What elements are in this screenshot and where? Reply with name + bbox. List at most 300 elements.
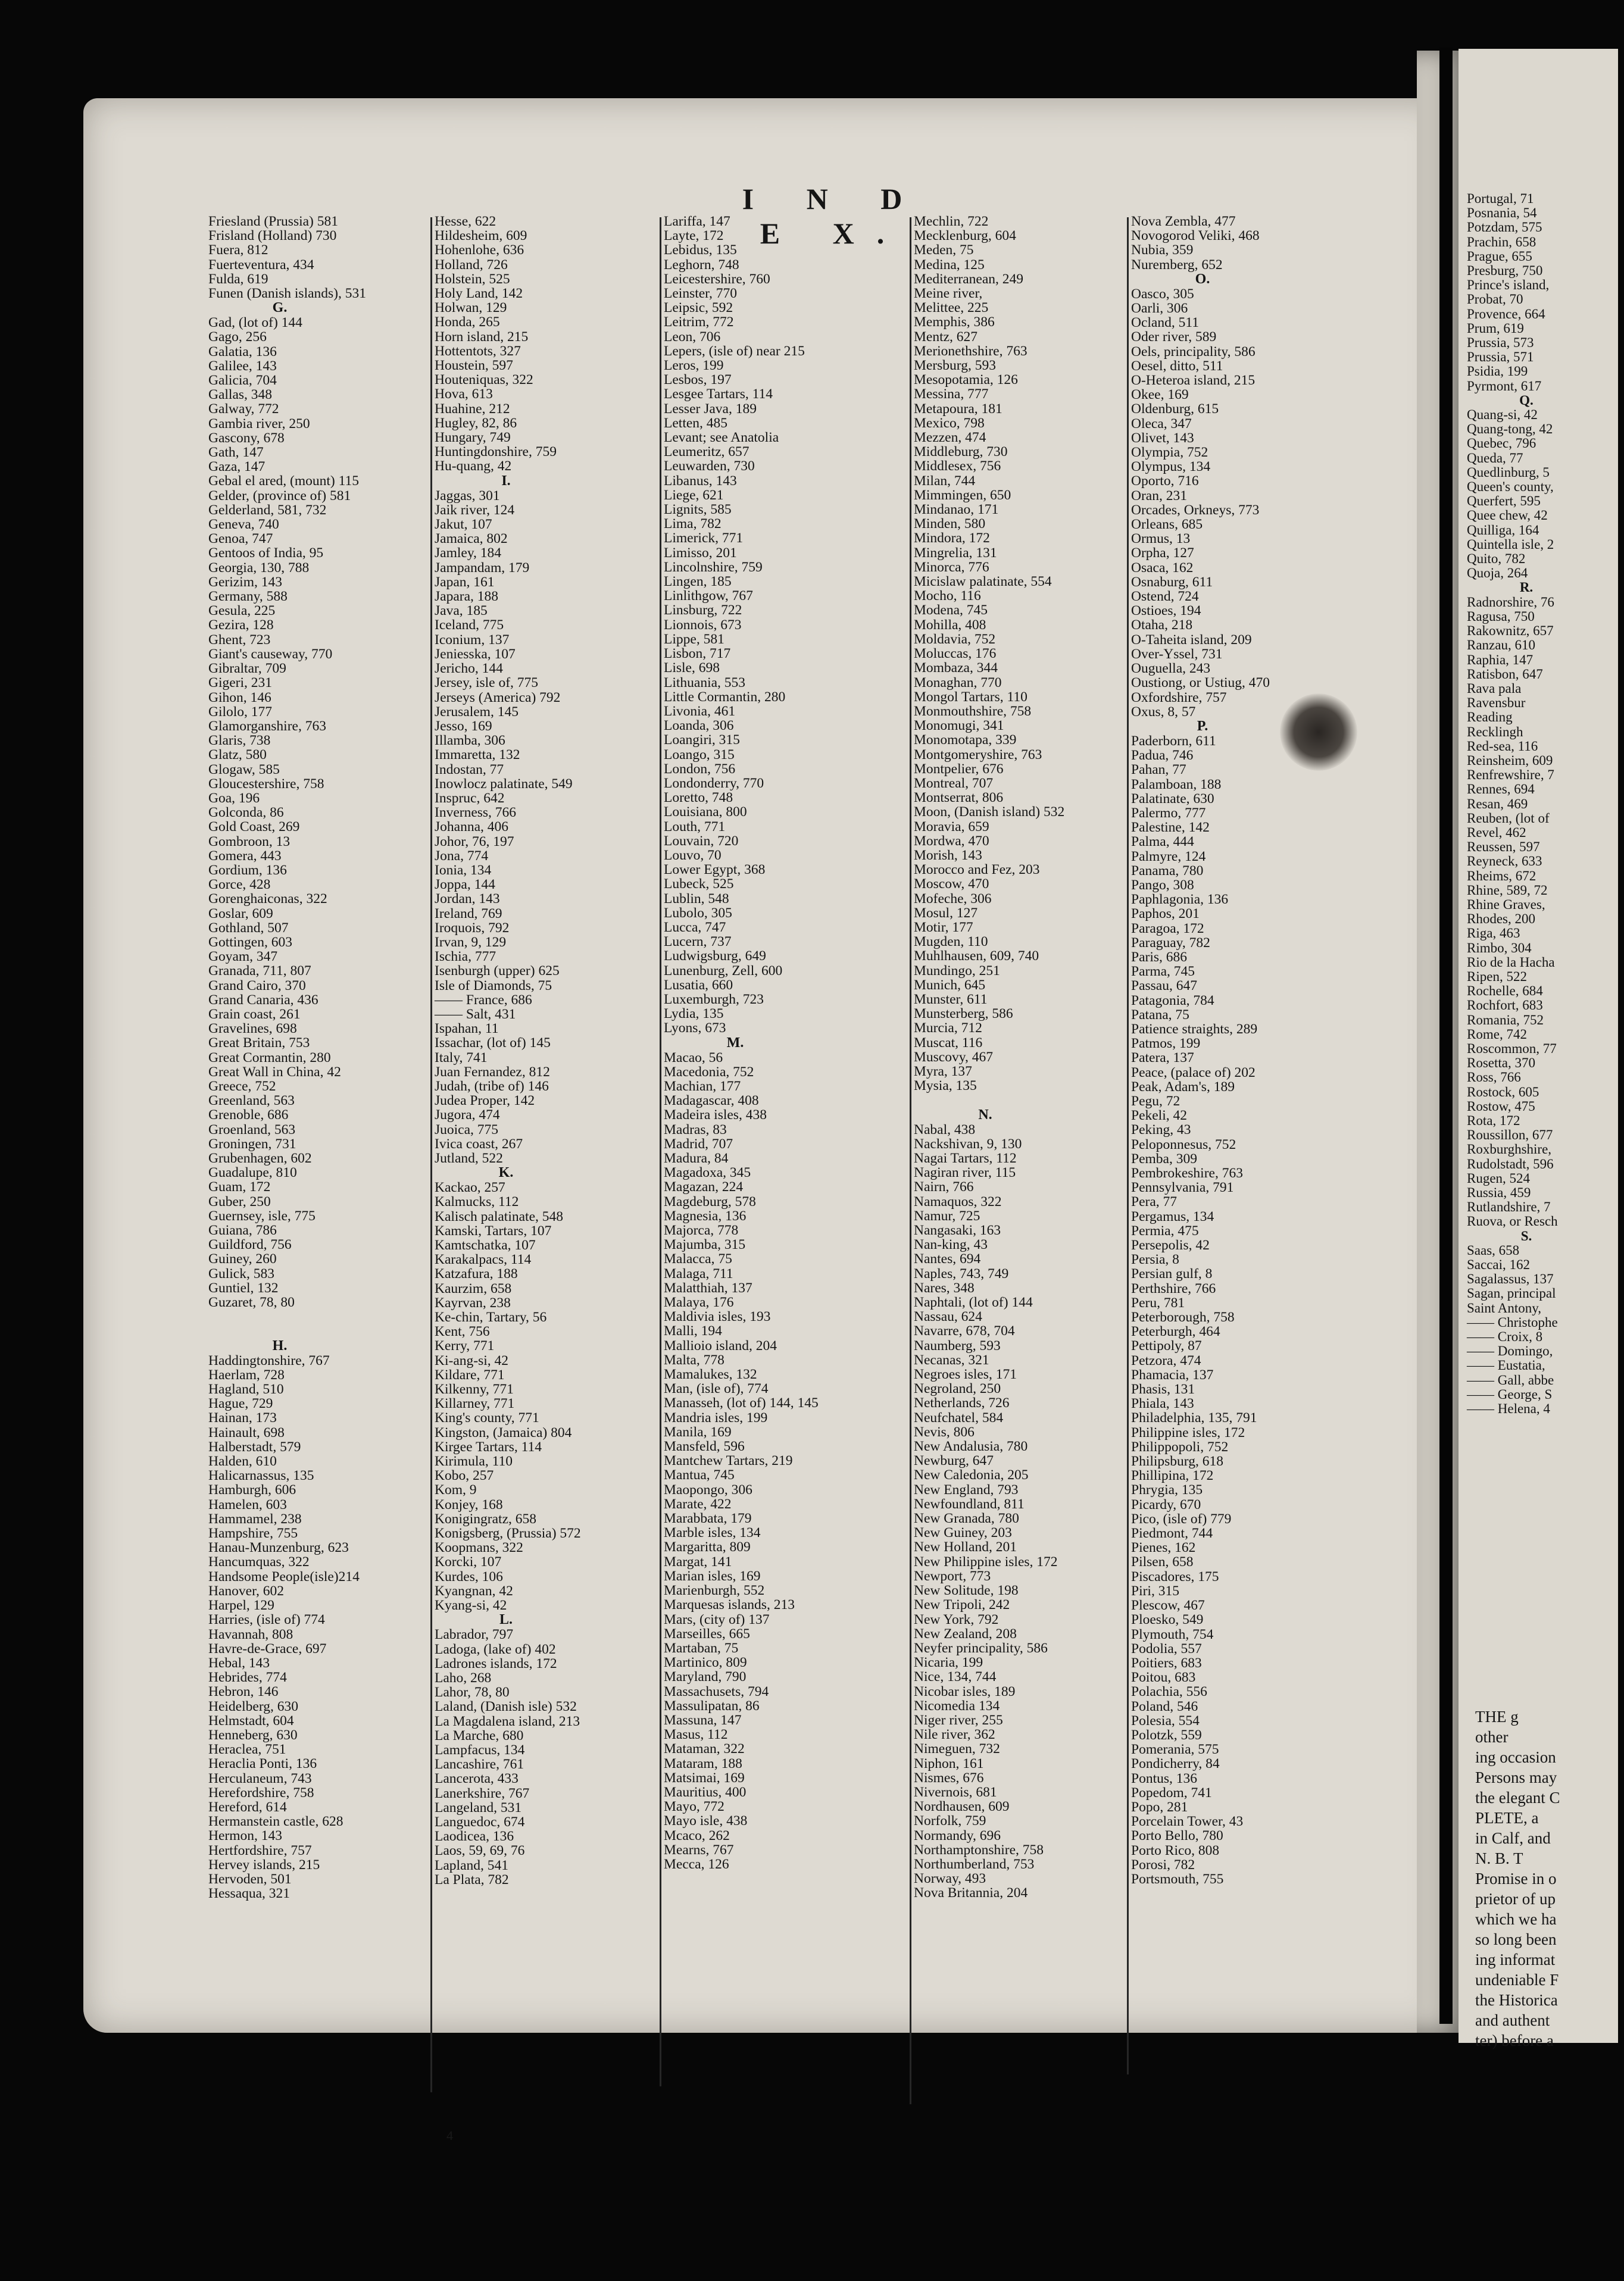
- index-entry: Rhodes, 200: [1467, 911, 1535, 927]
- index-entry: Gascony, 678: [208, 430, 285, 446]
- index-entry: Magazan, 224: [664, 1179, 744, 1195]
- index-entry: Mysia, 135: [914, 1078, 977, 1094]
- index-entry: Milan, 744: [914, 473, 976, 489]
- index-entry: Ireland, 769: [435, 905, 502, 921]
- index-entry: Hova, 613: [435, 386, 493, 402]
- index-entry: Majumba, 315: [664, 1237, 746, 1253]
- index-entry: Neufchatel, 584: [914, 1410, 1004, 1426]
- index-entry: Jakut, 107: [435, 517, 492, 533]
- index-entry: Loangiri, 315: [664, 732, 740, 748]
- index-entry: Man, (isle of), 774: [664, 1381, 769, 1397]
- index-entry: Laos, 59, 69, 76: [435, 1843, 525, 1859]
- index-entry: Middleburg, 730: [914, 444, 1008, 460]
- index-entry: Otaha, 218: [1131, 617, 1193, 633]
- index-entry: Padua, 746: [1131, 748, 1194, 764]
- index-entry: Rhine Graves,: [1467, 896, 1545, 912]
- index-entry: Oesel, ditto, 511: [1131, 358, 1223, 374]
- index-entry: Georgia, 130, 788: [208, 560, 310, 576]
- index-entry: Kobo, 257: [435, 1468, 494, 1484]
- index-entry: Lubolo, 305: [664, 905, 732, 921]
- index-entry: Olympia, 752: [1131, 445, 1208, 461]
- index-entry: Nova Zembla, 477: [1131, 214, 1236, 229]
- index-entry: Lancashire, 761: [435, 1757, 524, 1773]
- index-entry: Rostow, 475: [1467, 1098, 1535, 1114]
- index-entry: Holwan, 129: [435, 300, 507, 316]
- index-entry: Philadelphia, 135, 791: [1131, 1410, 1257, 1426]
- index-entry: —— George, S: [1467, 1386, 1553, 1402]
- index-entry: Lignits, 585: [664, 502, 732, 518]
- index-entry: Nairn, 766: [914, 1179, 974, 1195]
- index-entry: Ruova, or Resch: [1467, 1214, 1558, 1229]
- index-entry: Iceland, 775: [435, 617, 504, 633]
- index-entry: Mataram, 188: [664, 1755, 742, 1771]
- index-entry: Pegu, 72: [1131, 1093, 1180, 1109]
- index-entry: Munster, 611: [914, 991, 988, 1007]
- index-entry: Norway, 493: [914, 1871, 986, 1887]
- index-entry: Havre-de-Grace, 697: [208, 1641, 327, 1657]
- index-entry: Italy, 741: [435, 1049, 488, 1065]
- index-entry: Greenland, 563: [208, 1093, 295, 1109]
- index-entry: Letten, 485: [664, 415, 728, 431]
- index-entry: Monmouthshire, 758: [914, 703, 1032, 719]
- index-entry: Muscovy, 467: [914, 1049, 993, 1065]
- index-entry: Rimbo, 304: [1467, 940, 1532, 955]
- index-entry: Pyrmont, 617: [1467, 378, 1542, 393]
- index-letter-heading: G.: [272, 300, 288, 316]
- index-entry: Gomera, 443: [208, 848, 282, 864]
- index-entry: Montreal, 707: [914, 775, 994, 791]
- index-entry: Potzdam, 575: [1467, 220, 1542, 235]
- index-entry: Pahan, 77: [1131, 762, 1186, 778]
- index-entry: Hugley, 82, 86: [435, 415, 517, 431]
- index-entry: Nassau, 624: [914, 1309, 982, 1325]
- index-entry: Mamalukes, 132: [664, 1367, 757, 1383]
- index-entry: Romania, 752: [1467, 1012, 1544, 1027]
- index-entry: Nismes, 676: [914, 1770, 984, 1786]
- index-entry: Lippe, 581: [664, 631, 724, 647]
- index-entry: Monaghan, 770: [914, 674, 1002, 690]
- index-entry: Madras, 83: [664, 1121, 727, 1138]
- index-entry: Rio de la Hacha: [1467, 954, 1555, 970]
- index-entry: Ludwigsburg, 649: [664, 948, 766, 964]
- index-entry: Iroquois, 792: [435, 920, 510, 936]
- index-entry: Moscow, 470: [914, 876, 989, 892]
- index-entry: Maryland, 790: [664, 1669, 747, 1685]
- ink-stain: [1280, 693, 1357, 771]
- index-entry: Mosul, 127: [914, 905, 978, 921]
- index-entry: Persia, 8: [1131, 1252, 1179, 1268]
- index-letter-heading: L.: [499, 1612, 513, 1628]
- index-entry: Pondicherry, 84: [1131, 1756, 1220, 1772]
- index-entry: Meden, 75: [914, 242, 974, 258]
- index-entry: Muhlhausen, 609, 740: [914, 948, 1039, 964]
- index-entry: Ladrones islands, 172: [435, 1655, 557, 1671]
- index-entry: Piri, 315: [1131, 1583, 1179, 1599]
- index-entry: Laland, (Danish isle) 532: [435, 1699, 577, 1715]
- index-entry: Reinsheim, 609: [1467, 752, 1553, 768]
- index-entry: New York, 792: [914, 1611, 999, 1627]
- index-entry: Palermo, 777: [1131, 805, 1206, 821]
- index-entry: Saas, 658: [1467, 1242, 1520, 1258]
- index-entry: Hebron, 146: [208, 1684, 279, 1700]
- index-entry: Perthshire, 766: [1131, 1280, 1216, 1296]
- index-entry: Helmstadt, 604: [208, 1713, 294, 1729]
- index-entry: Pomerania, 575: [1131, 1742, 1219, 1758]
- index-entry: Saint Antony,: [1467, 1300, 1542, 1316]
- index-entry: Kilkenny, 771: [435, 1382, 514, 1398]
- index-entry: Heraclea, 751: [208, 1742, 286, 1758]
- index-entry: Pembrokeshire, 763: [1131, 1166, 1243, 1181]
- index-entry: Normandy, 696: [914, 1827, 1001, 1843]
- index-entry: Oxus, 8, 57: [1131, 704, 1196, 720]
- index-entry: Gaza, 147: [208, 459, 266, 475]
- index-entry: New England, 793: [914, 1482, 1019, 1498]
- index-entry: Rhine, 589, 72: [1467, 882, 1548, 898]
- index-entry: Passau, 647: [1131, 978, 1197, 994]
- index-entry: Lancerota, 433: [435, 1771, 519, 1787]
- column-rule: [910, 217, 911, 2104]
- index-entry: Panama, 780: [1131, 863, 1204, 879]
- index-entry: Marseilles, 665: [664, 1626, 750, 1642]
- index-entry: Hervey islands, 215: [208, 1857, 320, 1873]
- index-entry: Rochelle, 684: [1467, 983, 1543, 999]
- index-entry: Grubenhagen, 602: [208, 1151, 312, 1166]
- index-entry: Gibraltar, 709: [208, 661, 286, 677]
- index-entry: Mars, (city of) 137: [664, 1611, 770, 1627]
- index-entry: —— Gall, abbe: [1467, 1372, 1554, 1388]
- index-entry: Leitrim, 772: [664, 314, 734, 330]
- index-entry: Galicia, 704: [208, 373, 277, 389]
- index-entry: Grenoble, 686: [208, 1107, 289, 1123]
- index-entry: Hottentots, 327: [435, 343, 521, 359]
- prose-line: THE g: [1475, 1708, 1519, 1726]
- index-entry: Philippine isles, 172: [1131, 1424, 1245, 1441]
- index-entry: Honda, 265: [435, 314, 500, 330]
- index-entry: Ratisbon, 647: [1467, 666, 1543, 682]
- index-entry: Olivet, 143: [1131, 430, 1194, 446]
- index-entry: Kingston, (Jamaica) 804: [435, 1424, 572, 1441]
- index-entry: Oder river, 589: [1131, 329, 1217, 345]
- index-entry: Madura, 84: [664, 1151, 729, 1166]
- index-entry: Northamptonshire, 758: [914, 1842, 1044, 1858]
- index-entry: Ranzau, 610: [1467, 638, 1535, 653]
- index-entry: Poland, 546: [1131, 1698, 1198, 1714]
- index-entry: Namaquos, 322: [914, 1193, 1002, 1210]
- index-entry: Patience straights, 289: [1131, 1021, 1258, 1037]
- index-entry: Lydia, 135: [664, 1006, 724, 1022]
- index-entry: Monomugi, 341: [914, 718, 1004, 734]
- index-entry: Jamaica, 802: [435, 531, 508, 547]
- index-entry: Hesse, 622: [435, 214, 496, 229]
- index-entry: Nubia, 359: [1131, 242, 1194, 258]
- index-entry: Handsome People(isle)214: [208, 1568, 360, 1585]
- index-entry: Resan, 469: [1467, 796, 1528, 811]
- index-entry: Goslar, 609: [208, 905, 273, 921]
- index-entry: Necanas, 321: [914, 1352, 989, 1368]
- index-entry: Loanda, 306: [664, 718, 734, 734]
- index-entry: Manila, 169: [664, 1424, 732, 1440]
- index-entry: Riga, 463: [1467, 926, 1520, 941]
- index-entry: Harpel, 129: [208, 1598, 274, 1614]
- index-entry: Malacca, 75: [664, 1251, 732, 1267]
- index-entry: Joppa, 144: [435, 877, 495, 893]
- index-entry: Lima, 782: [664, 516, 722, 532]
- index-entry: Gottingen, 603: [208, 934, 292, 950]
- index-entry: Heidelberg, 630: [208, 1698, 298, 1714]
- index-entry: Horn island, 215: [435, 329, 529, 345]
- index-entry: Oldenburg, 615: [1131, 401, 1219, 417]
- index-entry: Munsterberg, 586: [914, 1006, 1013, 1022]
- index-entry: Marquesas islands, 213: [664, 1597, 795, 1613]
- index-entry: Reading: [1467, 710, 1513, 725]
- index-entry: Kirimula, 110: [435, 1454, 513, 1470]
- index-entry: Jutland, 522: [435, 1151, 503, 1166]
- index-entry: Madagascar, 408: [664, 1093, 759, 1109]
- book-spine: [1439, 48, 1453, 2024]
- index-entry: Paris, 686: [1131, 949, 1187, 965]
- index-entry: Prussia, 573: [1467, 335, 1534, 351]
- index-entry: Malatthiah, 137: [664, 1280, 752, 1296]
- index-entry: Funen (Danish islands), 531: [208, 286, 367, 302]
- index-entry: Huntingdonshire, 759: [435, 444, 557, 460]
- index-entry: Layte, 172: [664, 228, 724, 244]
- index-entry: Masus, 112: [664, 1727, 728, 1743]
- index-entry: Gorce, 428: [208, 877, 271, 893]
- index-entry: Ostend, 724: [1131, 589, 1199, 605]
- index-entry: Leumeritz, 657: [664, 444, 749, 460]
- index-entry: Glogaw, 585: [208, 761, 280, 777]
- index-entry: Guadalupe, 810: [208, 1165, 297, 1181]
- index-entry: King's county, 771: [435, 1410, 539, 1426]
- index-entry: Mayo, 772: [664, 1799, 724, 1815]
- index-entry: Persian gulf, 8: [1131, 1266, 1213, 1282]
- index-entry: Leros, 199: [664, 358, 724, 374]
- index-entry: Nimeguen, 732: [914, 1741, 1000, 1757]
- index-entry: Holstein, 525: [435, 271, 510, 287]
- index-entry: Namur, 725: [914, 1208, 980, 1224]
- index-entry: Luxemburgh, 723: [664, 991, 764, 1007]
- index-entry: —— Domingo,: [1467, 1343, 1553, 1359]
- index-entry: Kackao, 257: [435, 1180, 505, 1196]
- index-entry: Hungary, 749: [435, 430, 511, 446]
- index-entry: Montgomeryshire, 763: [914, 746, 1042, 763]
- index-entry: Fulda, 619: [208, 271, 268, 287]
- index-entry: Queda, 77: [1467, 450, 1523, 465]
- index-entry: New Guiney, 203: [914, 1525, 1012, 1541]
- index-entry: Hebal, 143: [208, 1655, 270, 1671]
- index-entry: Inspruc, 642: [435, 790, 505, 806]
- index-entry: Mongol Tartars, 110: [914, 689, 1028, 705]
- index-entry: Nicobar isles, 189: [914, 1683, 1016, 1699]
- index-entry: Houteniquas, 322: [435, 372, 533, 388]
- index-entry: Oporto, 716: [1131, 473, 1199, 489]
- index-entry: Naumberg, 593: [914, 1338, 1001, 1354]
- index-entry: Peak, Adam's, 189: [1131, 1079, 1235, 1095]
- index-entry: Killarney, 771: [435, 1396, 515, 1412]
- index-entry: Mindanao, 171: [914, 502, 999, 518]
- prose-line: the Historica: [1475, 1991, 1558, 2009]
- index-entry: Moon, (Danish island) 532: [914, 804, 1065, 820]
- index-entry: Provence, 664: [1467, 306, 1545, 321]
- index-entry: Labrador, 797: [435, 1627, 514, 1643]
- index-entry: Guernsey, isle, 775: [208, 1208, 316, 1224]
- index-entry: Patagonia, 784: [1131, 992, 1214, 1008]
- index-entry: Mantua, 745: [664, 1467, 735, 1483]
- index-entry: Hamburgh, 606: [208, 1482, 296, 1498]
- index-entry: Philipsburg, 618: [1131, 1454, 1223, 1470]
- index-entry: Olympus, 134: [1131, 459, 1211, 475]
- index-entry: Lyons, 673: [664, 1020, 726, 1036]
- index-entry: Great Wall in China, 42: [208, 1064, 341, 1080]
- index-entry: Korcki, 107: [435, 1554, 502, 1570]
- index-entry: Koopmans, 322: [435, 1540, 523, 1556]
- index-entry: Grand Cairo, 370: [208, 977, 306, 993]
- index-entry: Nabal, 438: [914, 1121, 976, 1138]
- index-entry: Montserrat, 806: [914, 790, 1004, 806]
- index-entry: Munich, 645: [914, 977, 986, 993]
- index-entry: Negroes isles, 171: [914, 1367, 1017, 1383]
- index-entry: Metapoura, 181: [914, 401, 1002, 417]
- index-entry: Grand Canaria, 436: [208, 992, 318, 1008]
- index-entry: —— Christophe: [1467, 1314, 1558, 1330]
- index-entry: —— France, 686: [435, 992, 532, 1008]
- index-entry: La Marche, 680: [435, 1727, 524, 1743]
- index-entry: Lariffa, 147: [664, 214, 730, 229]
- index-entry: Pergamus, 134: [1131, 1208, 1214, 1224]
- index-entry: Porcelain Tower, 43: [1131, 1814, 1244, 1830]
- index-entry: Posnania, 54: [1467, 205, 1537, 221]
- index-entry: Leon, 706: [664, 329, 721, 345]
- index-entry: Reuben, (lot of: [1467, 810, 1550, 826]
- index-entry: Mezzen, 474: [914, 430, 986, 446]
- index-entry: Matsimai, 169: [664, 1770, 745, 1786]
- index-entry: Malaga, 711: [664, 1266, 733, 1282]
- index-entry: Louisiana, 800: [664, 804, 747, 820]
- index-entry: Ionia, 134: [435, 862, 492, 878]
- index-entry: Gihon, 146: [208, 689, 271, 705]
- index-entry: Harries, (isle of) 774: [208, 1612, 325, 1628]
- index-entry: Quoja, 264: [1467, 565, 1528, 581]
- index-entry: Loango, 315: [664, 746, 735, 763]
- index-entry: Polotzk, 559: [1131, 1727, 1202, 1743]
- index-entry: Northumberland, 753: [914, 1856, 1035, 1872]
- index-entry: Lubeck, 525: [664, 876, 734, 892]
- index-entry: Prum, 619: [1467, 320, 1524, 336]
- index-entry: Hainault, 698: [208, 1424, 285, 1441]
- index-entry: New Zealand, 208: [914, 1626, 1017, 1642]
- index-entry: Lunenburg, Zell, 600: [664, 963, 783, 979]
- index-entry: Jerseys (America) 792: [435, 689, 561, 705]
- index-entry: Melittee, 225: [914, 300, 989, 316]
- index-entry: Hagland, 510: [208, 1382, 284, 1398]
- index-entry: Madeira isles, 438: [664, 1107, 767, 1123]
- index-entry: Geneva, 740: [208, 517, 279, 533]
- index-entry: —— Eustatia,: [1467, 1358, 1545, 1373]
- index-entry: Palamboan, 188: [1131, 776, 1222, 792]
- index-entry: Kamski, Tartars, 107: [435, 1223, 552, 1239]
- index-entry: Rutlandshire, 7: [1467, 1199, 1551, 1215]
- index-entry: Iconium, 137: [435, 632, 510, 648]
- index-entry: Macao, 56: [664, 1049, 723, 1065]
- index-entry: Presburg, 750: [1467, 263, 1543, 279]
- index-entry: Middlesex, 756: [914, 458, 1001, 474]
- index-entry: Jaggas, 301: [435, 488, 500, 504]
- index-entry: —— Salt, 431: [435, 1006, 516, 1022]
- index-entry: Lesgee Tartars, 114: [664, 386, 773, 402]
- index-entry: Mingrelia, 131: [914, 545, 997, 561]
- index-entry: Nivernois, 681: [914, 1784, 997, 1800]
- index-entry: Gigeri, 231: [208, 675, 273, 691]
- index-entry: Mofeche, 306: [914, 890, 992, 907]
- index-entry: Jona, 774: [435, 848, 489, 864]
- index-entry: Linsburg, 722: [664, 602, 742, 618]
- index-entry: Malta, 778: [664, 1352, 724, 1368]
- index-entry: Morish, 143: [914, 847, 982, 863]
- index-entry: Haerlam, 728: [208, 1367, 285, 1383]
- index-entry: Guntiel, 132: [208, 1280, 279, 1296]
- index-entry: Prachin, 658: [1467, 234, 1536, 249]
- index-entry: Margat, 141: [664, 1554, 732, 1570]
- index-entry: Londonderry, 770: [664, 775, 764, 791]
- index-entry: Linlithgow, 767: [664, 588, 753, 604]
- index-entry: Grain coast, 261: [208, 1006, 301, 1022]
- index-entry: Mecklenburg, 604: [914, 228, 1016, 244]
- index-entry: Ke-chin, Tartary, 56: [435, 1310, 547, 1326]
- index-entry: Majorca, 778: [664, 1223, 739, 1239]
- index-entry: Picardy, 670: [1131, 1496, 1201, 1513]
- index-entry: Nova Britannia, 204: [914, 1885, 1028, 1901]
- index-entry: Gezira, 128: [208, 617, 274, 633]
- index-entry: Nordhausen, 609: [914, 1799, 1010, 1815]
- index-entry: Karakalpacs, 114: [435, 1252, 532, 1268]
- index-entry: Gesula, 225: [208, 603, 276, 619]
- index-entry: Phiala, 143: [1131, 1396, 1194, 1412]
- index-entry: Polesia, 554: [1131, 1713, 1200, 1729]
- index-entry: Peloponnesus, 752: [1131, 1136, 1236, 1152]
- index-entry: Phamacia, 137: [1131, 1367, 1214, 1383]
- index-entry: Russia, 459: [1467, 1185, 1531, 1201]
- index-entry: Lucern, 737: [664, 934, 732, 950]
- index-entry: Laodicea, 136: [435, 1829, 514, 1845]
- index-entry: Mocho, 116: [914, 588, 981, 604]
- index-entry: Leuwarden, 730: [664, 458, 755, 474]
- index-entry: Jordan, 143: [435, 891, 500, 907]
- index-entry: Marian isles, 169: [664, 1568, 761, 1584]
- index-entry: Lapland, 541: [435, 1857, 508, 1873]
- index-entry: Java, 185: [435, 603, 488, 619]
- index-entry: Machian, 177: [664, 1078, 741, 1094]
- index-entry: Leinster, 770: [664, 286, 738, 302]
- index-entry: Orpha, 127: [1131, 545, 1194, 561]
- index-entry: Massachusets, 794: [664, 1683, 769, 1699]
- index-entry: Frisland (Holland) 730: [208, 228, 337, 244]
- index-entry: Prague, 655: [1467, 248, 1532, 264]
- index-entry: Lionnois, 673: [664, 617, 742, 633]
- index-entry: Gravelines, 698: [208, 1021, 297, 1037]
- index-entry: Galilee, 143: [208, 358, 277, 374]
- index-entry: La Plata, 782: [435, 1871, 509, 1888]
- index-entry: Jerusalem, 145: [435, 704, 519, 720]
- index-entry: Ivica coast, 267: [435, 1136, 523, 1152]
- index-entry: Hammamel, 238: [208, 1511, 302, 1527]
- index-entry: Groningen, 731: [208, 1136, 296, 1152]
- index-entry: Oels, principality, 586: [1131, 343, 1256, 360]
- index-entry: Rudolstadt, 596: [1467, 1156, 1554, 1171]
- index-entry: Gath, 147: [208, 445, 264, 461]
- index-entry: Lublin, 548: [664, 890, 729, 907]
- facing-index-column: [1467, 192, 1622, 1416]
- index-entry: Nuremberg, 652: [1131, 257, 1223, 273]
